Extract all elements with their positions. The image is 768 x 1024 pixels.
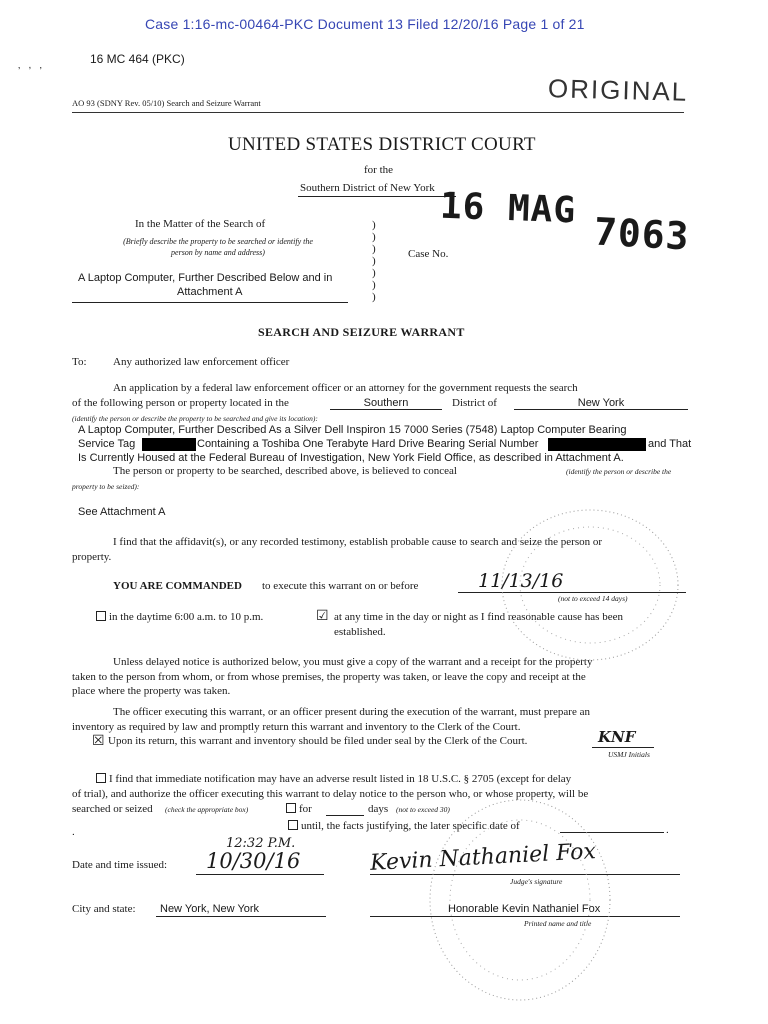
delay-period: .: [666, 824, 669, 836]
findings-line2: property.: [72, 551, 112, 563]
property-description-line2a: Service Tag: [78, 438, 136, 450]
delay-line3a: searched or seized: [72, 803, 153, 815]
scan-marks: ‚ , ‚: [18, 60, 42, 71]
city-rule: [156, 916, 326, 917]
city-label: City and state:: [72, 903, 136, 915]
delay-line3b: (check the appropriate box): [165, 805, 249, 814]
for-the: for the: [364, 164, 394, 176]
findings-line1: I find that the affidavit(s), or any recorded testimony, establish probable cause to search and seize the person or: [113, 536, 603, 548]
officer-line2: inventory as required by law and promptly return this warrant and inventory to the Clerk of the Court.: [72, 721, 521, 733]
court-seal-impression-lower: [420, 790, 620, 1010]
matter-description-line2: Attachment A: [177, 286, 243, 298]
delay-line1: [96, 773, 571, 785]
notice-line1: Unless delayed notice is authorized below, you must give a copy of the warrant and a receipt for the property: [113, 656, 593, 668]
daytime-option-label: in the daytime 6:00 a.m. to 10 p.m.: [109, 611, 264, 623]
delay-days-rule: [326, 815, 364, 816]
usmj-initials: KNF: [598, 728, 636, 746]
delay-days-note: (not to exceed 30): [396, 805, 450, 814]
anytime-option-line2: established.: [334, 626, 386, 638]
property-description-line2c: and That: [648, 438, 692, 450]
delay-until-checkbox[interactable]: [288, 820, 298, 830]
matter-instruction: (Briefly describe the property to be searched or identify the person by name and address): [123, 237, 313, 257]
officer-line1: The officer executing this warrant, or an officer present during the execution of the warrant, must prepare an: [113, 706, 590, 718]
magistrate-stamp-part2: 7063: [592, 209, 691, 259]
court-title: UNITED STATES DISTRICT COURT: [228, 134, 536, 155]
commanded-date-note: (not to exceed 14 days): [558, 594, 628, 603]
judge-signature: Kevin Nathaniel Fox: [369, 839, 597, 876]
district-rule: [298, 196, 456, 197]
city-value: New York, New York: [160, 903, 260, 915]
issued-label: Date and time issued:: [72, 859, 168, 871]
district-of-label: District of: [452, 397, 497, 409]
commanded-date: 11/13/16: [478, 570, 564, 592]
commanded-bold: YOU ARE COMMANDED: [113, 580, 242, 592]
issued-date-rule: [196, 874, 324, 875]
delay-line1-text: I find that immediate notification may have an adverse result listed in 18 U.S.C. § 2705 (except for delay: [109, 773, 572, 785]
notice-line2: taken to the person from whom, or from whose premises, the property was taken, or leave the copy and receipt at the: [72, 671, 586, 683]
header-rule: [72, 112, 684, 113]
signature-label: Judge's signature: [510, 877, 563, 886]
application-line2-prefix: of the following person or property located in the: [72, 397, 289, 409]
matter-heading: In the Matter of the Search of: [135, 218, 266, 230]
property-description-line2b: Containing a Toshiba One Terabyte Hard Drive Bearing Serial Number: [197, 438, 539, 450]
application-line1: An application by a federal law enforcement officer or an attorney for the government requests the search: [113, 382, 578, 394]
daytime-option[interactable]: [96, 611, 263, 623]
anytime-checkbox[interactable]: ☑: [316, 609, 329, 624]
issued-time: 12:32 P.M.: [226, 836, 296, 851]
issued-date: 10/30/16: [206, 849, 301, 873]
judge-name-label: Printed name and title: [524, 919, 592, 928]
initials-rule: [592, 747, 654, 748]
original-stamp: ORIGINAL: [547, 73, 689, 107]
state-field: New York: [514, 397, 688, 410]
notice-line3: place where the property was taken.: [72, 685, 231, 697]
court-seal-impression-upper: [490, 500, 690, 670]
district-name: Southern District of New York: [300, 182, 435, 194]
redaction-block: [548, 438, 646, 451]
docket-reference: 16 MC 464 (PKC): [90, 52, 185, 66]
matter-rule: [72, 302, 348, 303]
delay-checkbox[interactable]: [96, 773, 106, 783]
anytime-option-line1: at any time in the day or night as I find reasonable cause has been: [334, 611, 623, 623]
delay-until-label: until, the facts justifying, the later specific date of: [301, 820, 520, 832]
delay-days-checkbox[interactable]: [286, 803, 296, 813]
conceal-note-2: property to be seized):: [72, 482, 140, 491]
conceal-note: (identify the person or describe the: [566, 467, 672, 476]
daytime-checkbox[interactable]: [96, 611, 106, 621]
magistrate-stamp-part1: 16 MAG: [439, 185, 577, 232]
commanded-text: to execute this warrant on or before: [262, 580, 419, 592]
delay-days-option[interactable]: [286, 803, 312, 815]
officer-line3: Upon its return, this warrant and inventory should be filed under seal by the Clerk of the Court.: [108, 735, 528, 747]
seized-value: See Attachment A: [78, 506, 166, 518]
usmj-initials-label: USMJ Initials: [608, 750, 650, 759]
matter-description-line1: A Laptop Computer, Further Described Below and in: [78, 272, 333, 284]
to-value: Any authorized law enforcement officer: [113, 356, 290, 368]
delay-line2: of trial), and authorize the officer executing this warrant to delay notice to the person who, or whose property, will be: [72, 788, 589, 800]
property-description-line3: Is Currently Housed at the Federal Bureau of Investigation, New York Field Office, as described in Attachment A.: [78, 452, 624, 464]
conceal-line: The person or property to be searched, described above, is believed to conceal: [113, 465, 457, 477]
warrant-title: SEARCH AND SEIZURE WARRANT: [258, 325, 465, 339]
district-field: Southern: [330, 397, 442, 410]
delay-days-label: days: [368, 803, 389, 815]
case-header-line: Case 1:16-mc-00464-PKC Document 13 Filed 12/20/16 Page 1 of 21: [145, 16, 585, 32]
identify-note: (identify the person or describe the property to be searched and give its location):: [72, 414, 318, 423]
delay-dot: .: [72, 826, 75, 838]
delay-for-label: for: [299, 803, 312, 815]
form-code: AO 93 (SDNY Rev. 05/10) Search and Seizure Warrant: [72, 98, 261, 108]
redaction-block: [142, 438, 196, 451]
seal-checkbox[interactable]: ☒: [92, 734, 105, 749]
judge-name: Honorable Kevin Nathaniel Fox: [448, 903, 601, 915]
case-number-label: Case No.: [408, 248, 449, 260]
property-description-line1: A Laptop Computer, Further Described As a Silver Dell Inspiron 15 7000 Series (7548) Laptop Computer Bearing: [78, 424, 627, 436]
to-label: To:: [72, 356, 87, 368]
matter-bracket: ) ) ) ) ) ) ): [372, 219, 376, 303]
